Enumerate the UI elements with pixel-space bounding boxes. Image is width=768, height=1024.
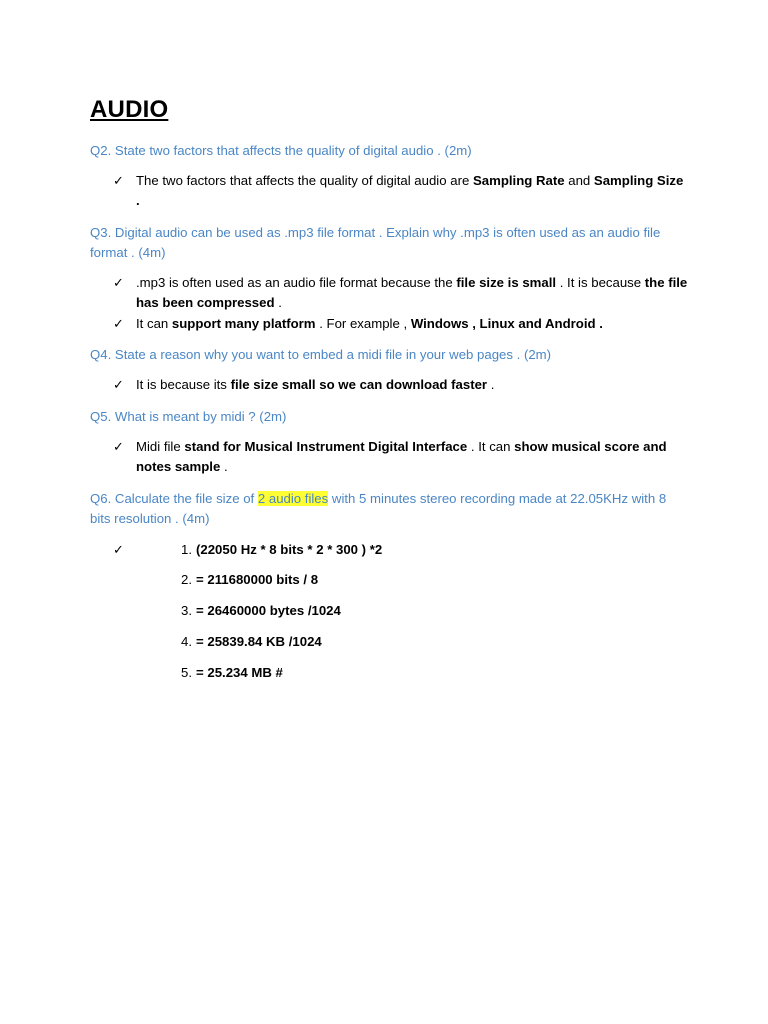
checkmark-icon: ✓ — [113, 173, 124, 188]
answer-text: Midi file stand for Musical Instrument Digital Interface . It can show musical score and notes sample . — [136, 439, 667, 474]
answer-text: The two factors that affects the quality of digital audio are Sampling Rate and Sampling Size . — [136, 173, 684, 208]
checkmark-icon: ✓ — [113, 275, 124, 290]
calc-step: 3. = 26460000 bytes /1024 — [181, 603, 341, 618]
checkmark-icon: ✓ — [113, 377, 124, 392]
answer-q5 — [113, 437, 688, 477]
calc-step: 4. = 25839.84 KB /1024 — [181, 634, 322, 649]
answer-q2 — [113, 171, 688, 211]
question-q4: Q4. State a reason why you want to embed a midi file in your web pages . (2m) — [90, 347, 552, 362]
page-title: AUDIO — [90, 96, 169, 123]
checkmark-icon: ✓ — [113, 439, 124, 454]
highlighted-text: 2 audio files — [257, 491, 329, 506]
answer-q3-1 — [113, 273, 688, 313]
question-q5: Q5. What is meant by midi ? (2m) — [90, 409, 287, 424]
question-q6: Q6. Calculate the file size of 2 audio files with 5 minutes stereo recording made at 22.05KHz with 8 bits resolution . (4m) — [90, 491, 667, 526]
calc-step: 1. (22050 Hz * 8 bits * 2 * 300 ) *2 — [181, 542, 383, 557]
answer-text: It can support many platform . For example , Windows , Linux and Android . — [136, 316, 603, 331]
question-q3: Q3. Digital audio can be used as .mp3 file format . Explain why .mp3 is often used as an audio file format . (4m) — [90, 225, 661, 260]
checkmark-icon: ✓ — [113, 316, 124, 331]
checkmark-icon: ✓ — [113, 542, 124, 557]
calc-step: 5. = 25.234 MB # — [181, 665, 283, 680]
answer-text: It is because its file size small so we can download faster . — [136, 377, 495, 392]
answer-text: .mp3 is often used as an audio file format because the file size is small . It is because the file has been compressed . — [136, 275, 688, 310]
answer-q3-2 — [113, 314, 688, 334]
calc-step: 2. = 211680000 bits / 8 — [181, 572, 319, 587]
answer-q4 — [113, 375, 688, 395]
question-q2: Q2. State two factors that affects the quality of digital audio . (2m) — [90, 143, 472, 158]
